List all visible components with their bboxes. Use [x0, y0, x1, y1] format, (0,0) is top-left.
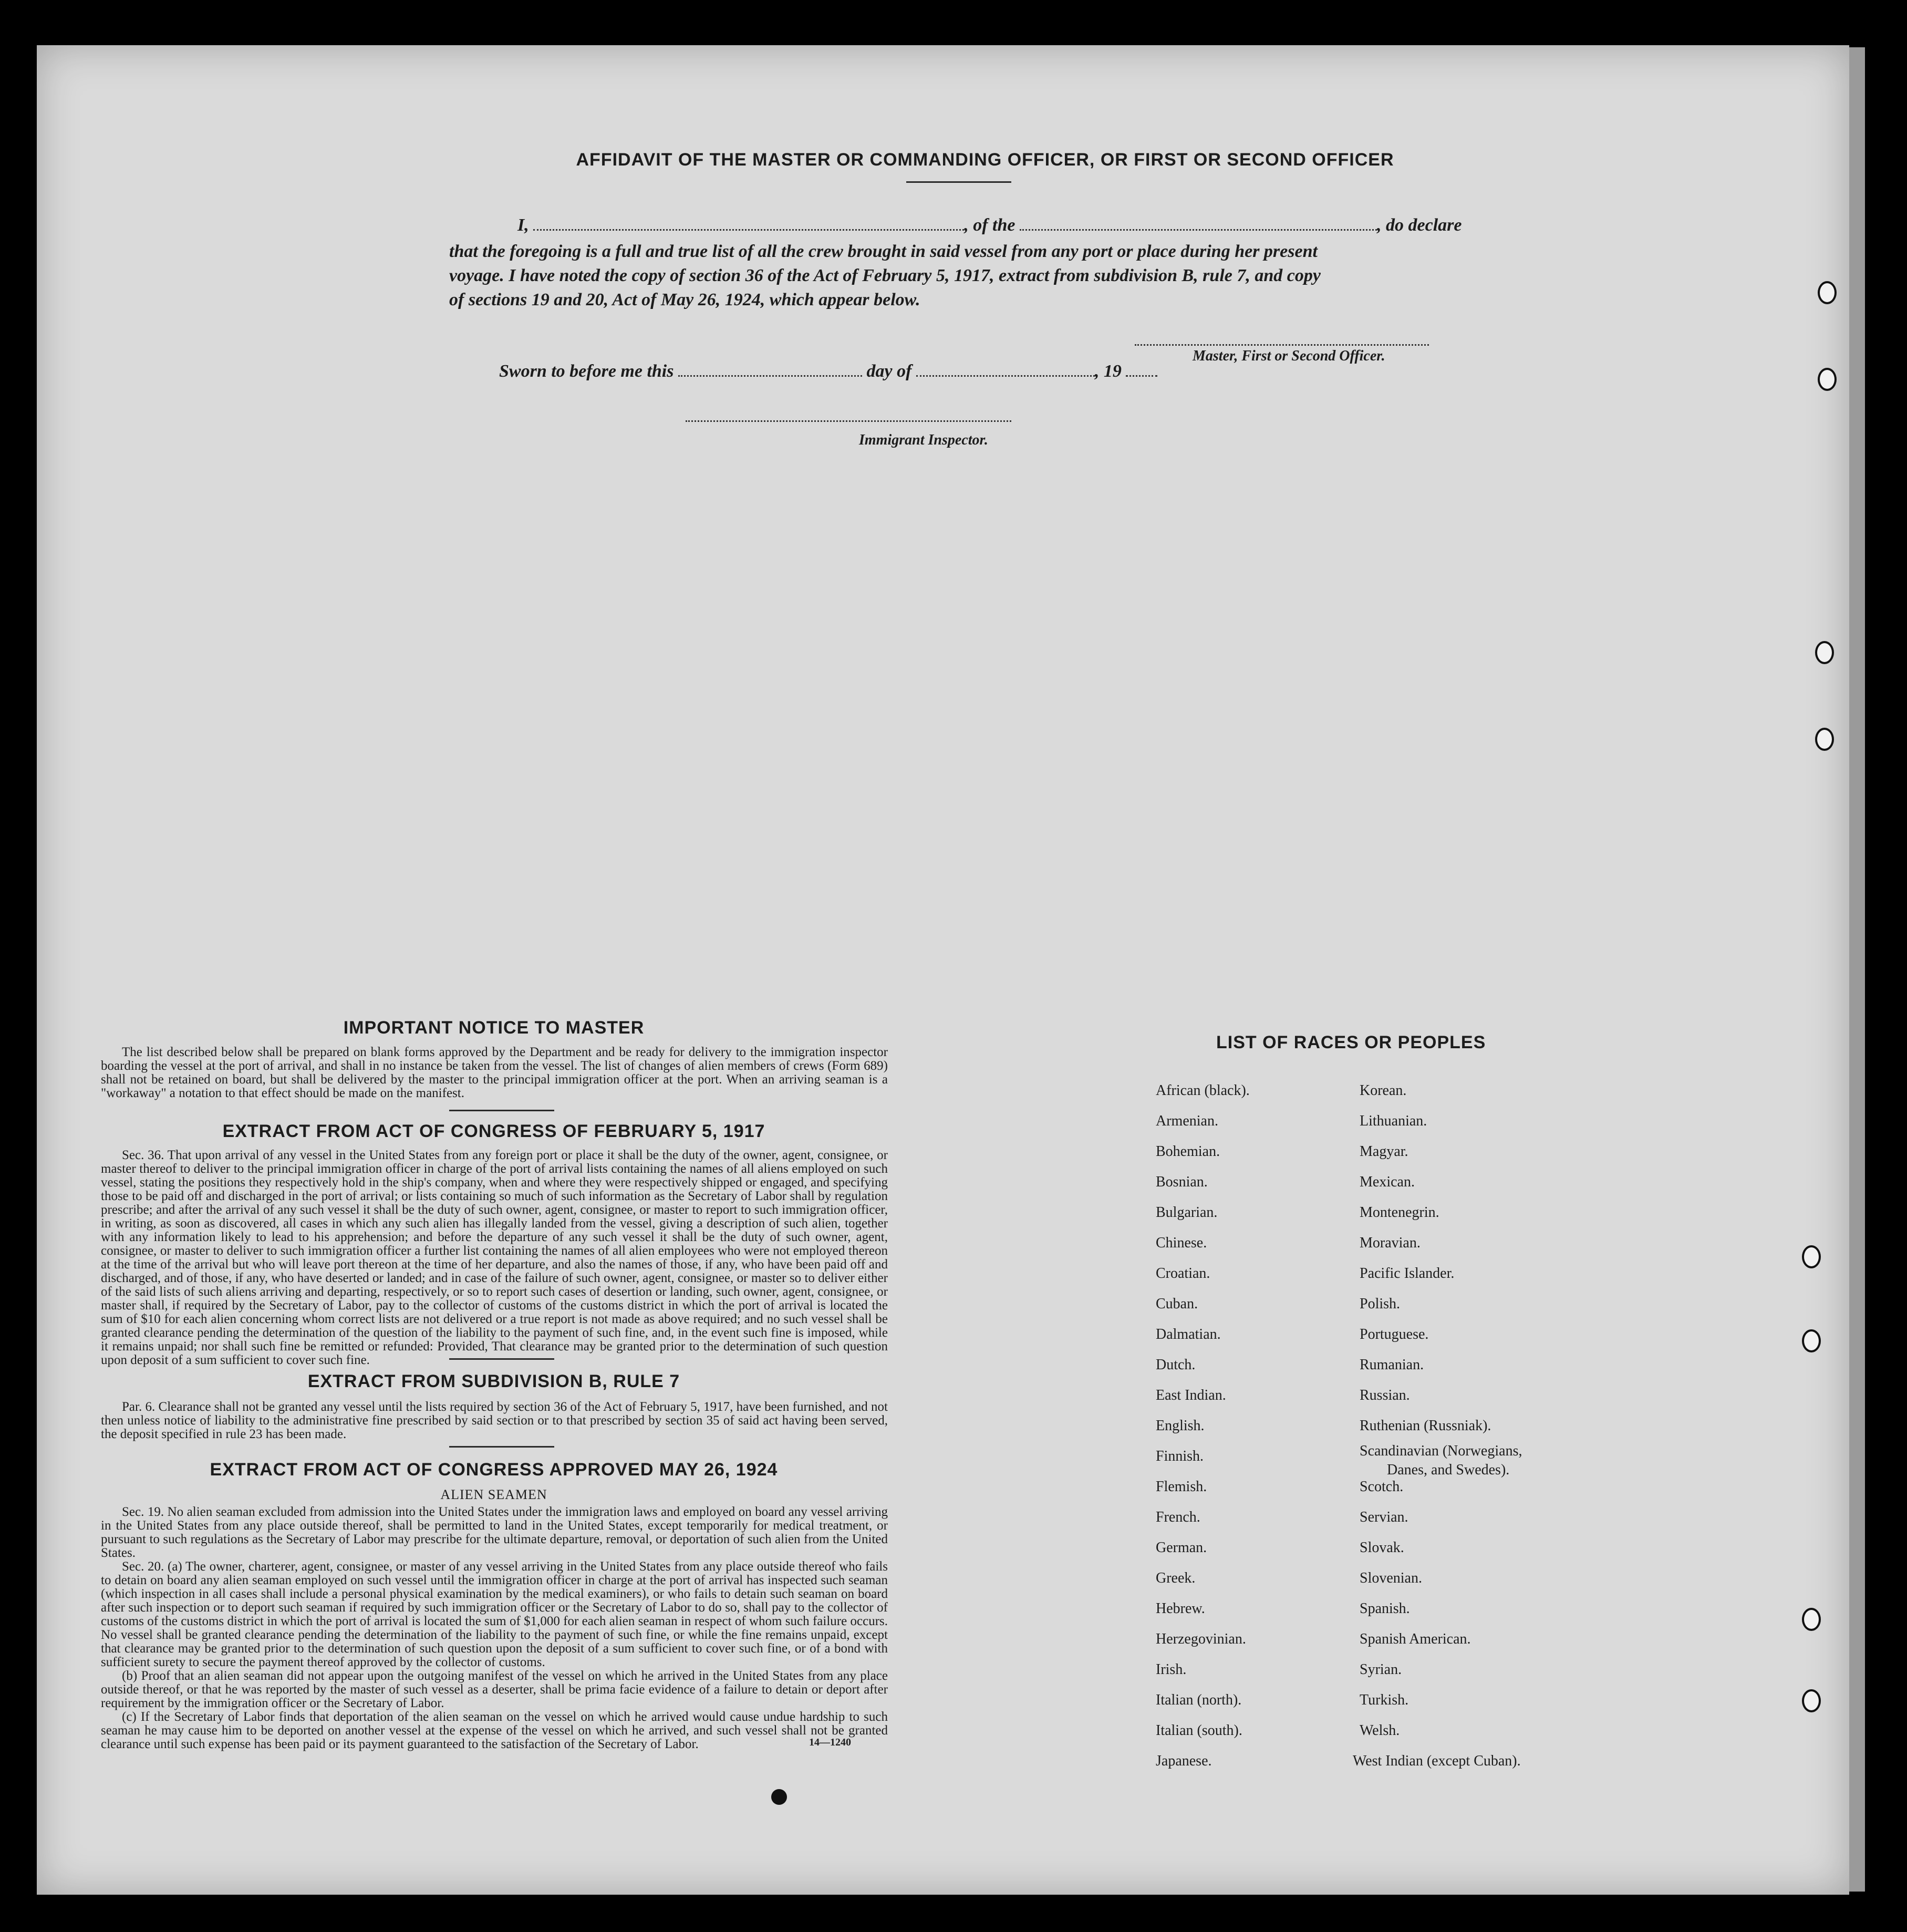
affidavit-line2: that the foregoing is a full and true list of all the crew brought in said vessel from any port or place during her present	[449, 242, 1318, 261]
binding-hole-icon	[1815, 728, 1834, 751]
race-item: Bosnian.	[1156, 1174, 1208, 1190]
extract-1924-text	[101, 1505, 888, 1751]
binding-hole-icon	[1818, 368, 1837, 391]
extract-1917-rule	[449, 1358, 554, 1360]
race-item: Scotch.	[1360, 1479, 1404, 1495]
sworn-line	[499, 361, 1235, 381]
vessel-field[interactable]	[1020, 229, 1377, 231]
race-item: Portuguese.	[1360, 1326, 1429, 1342]
race-item: Rumanian.	[1360, 1357, 1424, 1373]
race-item: Bulgarian.	[1156, 1204, 1218, 1221]
binding-hole-icon	[1802, 1608, 1821, 1631]
sworn-year-field[interactable]	[1126, 375, 1157, 377]
race-item: Slovenian.	[1360, 1570, 1422, 1586]
affidavit-i: I,	[517, 215, 529, 235]
race-item: Scandinavian (Norwegians,	[1360, 1443, 1522, 1459]
affidavit-line1	[517, 215, 1468, 235]
affidavit-line4: of sections 19 and 20, Act of May 26, 1924, which appear below.	[449, 290, 920, 309]
race-item: Moravian.	[1360, 1235, 1421, 1251]
form-number: 14—1240	[809, 1737, 851, 1748]
race-item: Hebrew.	[1156, 1600, 1205, 1617]
race-item: Servian.	[1360, 1509, 1408, 1525]
extract-rule7-rule	[449, 1446, 554, 1448]
par-6-paragraph: Par. 6. Clearance shall not be granted any vessel until the lists required by section 36 of the Act of February 5, 1917, have been furnished, and not then unless notice of liability to the administrative fine prescribed by said section or to that prescribed by section 35 of said act having been served, the deposit specified in rule 23 has been made.	[101, 1400, 888, 1441]
notice-title: IMPORTANT NOTICE TO MASTER	[343, 1018, 645, 1038]
extract-1924-title: EXTRACT FROM ACT OF CONGRESS APPROVED MAY 26, 1924	[210, 1460, 778, 1480]
race-item: French.	[1156, 1509, 1200, 1525]
race-item: English.	[1156, 1418, 1205, 1434]
race-item: West Indian (except Cuban).	[1353, 1753, 1521, 1769]
race-item: Ruthenian (Russniak).	[1360, 1418, 1491, 1434]
sworn-label: Sworn to before me this	[499, 361, 674, 381]
sworn-year-prefix: , 19	[1094, 361, 1122, 381]
binding-hole-icon	[1815, 641, 1834, 664]
sworn-day-field[interactable]	[678, 375, 862, 377]
affidavit-of-the: , of the	[964, 215, 1015, 235]
race-item: Greek.	[1156, 1570, 1196, 1586]
race-item: African (black).	[1156, 1082, 1250, 1099]
race-item: Mexican.	[1360, 1174, 1415, 1190]
affidavit-title-rule	[906, 181, 1011, 183]
inspector-signature-line[interactable]	[686, 420, 1011, 422]
race-item: Japanese.	[1156, 1753, 1212, 1769]
master-signature-line[interactable]	[1135, 344, 1429, 346]
sec-19-paragraph: Sec. 19. No alien seaman excluded from admission into the United States under the immigration laws and employed on board any vessel arriving in the United States from any place outside thereof, shall be permitted to land in the United States, except temporarily for medical treatment, or pursuant to such regulations as the Secretary of Labor may prescribe for the ultimate departure, removal, or deportation of such alien from the United States.	[101, 1505, 888, 1560]
race-item: Chinese.	[1156, 1235, 1207, 1251]
sec-20b-paragraph: (b) Proof that an alien seaman did not appear upon the outgoing manifest of the vessel on which he arrived in the United States from any place outside thereof, or that he was reported by the master of such vessel as a deserter, shall be prima facie evidence of a failure to detain or deport after requirement by the immigration officer or the Secretary of Labor.	[101, 1669, 888, 1710]
binding-hole-icon	[1802, 1329, 1821, 1352]
race-item: Dalmatian.	[1156, 1326, 1221, 1342]
race-item: Polish.	[1360, 1296, 1401, 1312]
binding-hole-icon	[1818, 281, 1837, 304]
affidavit-line3: voyage. I have noted the copy of section 36 of the Act of February 5, 1917, extract from subdivision B, rule 7, and copy	[449, 266, 1321, 285]
race-item: Turkish.	[1360, 1692, 1409, 1708]
race-item: Lithuanian.	[1360, 1113, 1427, 1129]
race-item: Armenian.	[1156, 1113, 1218, 1129]
race-item-scandinavian-cont: Danes, and Swedes).	[1387, 1462, 1510, 1478]
race-item: Montenegrin.	[1360, 1204, 1439, 1221]
sec-20c-paragraph: (c) If the Secretary of Labor finds that deportation of the alien seaman on the vessel on which he arrived would cause undue hardship to such seaman he may cause him to be deported on another vessel at the expense of the vessel on which he arrived, and such vessel shall not be granted clearance until such expense has been paid or its payment guaranteed to the satisfaction of the Secretary of Labor.	[101, 1710, 888, 1751]
race-item: Bohemian.	[1156, 1143, 1220, 1160]
race-item: Herzegovinian.	[1156, 1631, 1246, 1647]
notice-rule	[449, 1110, 554, 1111]
notice-text	[101, 1046, 888, 1100]
sec-20a-paragraph: Sec. 20. (a) The owner, charterer, agent, consignee, or master of any vessel arriving in the United States from any place outside thereof who fails to detain on board any alien seaman employed on such vessel until the immigration officer in charge at the port of arrival has inspected such seaman (which inspection in all cases shall include a personal physical examination by the medical examiners), or who fails to detain such seaman on board after such inspection or to deport such seaman if required by such immigration officer or the Secretary of Labor to do so, shall pay to the collector of customs of the customs district in which the port of arrival is located the sum of $1,000 for each alien seaman in respect of whom such failure occurs. No vessel shall be granted clearance pending the determination of the liability to the payment of such fine, or while the fine remains unpaid, except that clearance may be granted prior to the determination of such question upon the deposit of a sum sufficient to cover such fine, or of a bond with sufficient surety to secure the payment thereof approved by the collector of customs.	[101, 1559, 888, 1669]
notice-paragraph: The list described below shall be prepared on blank forms approved by the Department and be ready for delivery to the immigration inspector boarding the vessel at the port of arrival, and shall in no instance be taken from the vessel. The list of changes of alien members of crews (Form 689) shall not be retained on board, but shall be delivered by the master to the principal immigration officer at the port. When an arriving seaman is a "workaway" a notation to that effect should be made on the manifest.	[101, 1045, 888, 1100]
ink-blot-icon	[771, 1789, 787, 1805]
inspector-caption: Immigrant Inspector.	[859, 432, 988, 448]
race-item: Slovak.	[1360, 1540, 1404, 1556]
affidavit-do-declare: , do declare	[1377, 215, 1462, 235]
races-title: LIST OF RACES OR PEOPLES	[1216, 1032, 1486, 1052]
race-item: Korean.	[1360, 1082, 1407, 1099]
race-item: Finnish.	[1156, 1448, 1204, 1464]
race-item: East Indian.	[1156, 1387, 1226, 1403]
race-item: German.	[1156, 1540, 1207, 1556]
extract-rule7-title: EXTRACT FROM SUBDIVISION B, RULE 7	[307, 1371, 680, 1391]
race-item: Cuban.	[1156, 1296, 1198, 1312]
sworn-month-field[interactable]	[916, 375, 1095, 377]
name-field[interactable]	[533, 229, 964, 231]
extract-1917-text	[101, 1149, 888, 1367]
race-item: Pacific Islander.	[1360, 1265, 1455, 1282]
race-item: Spanish American.	[1360, 1631, 1471, 1647]
race-item: Dutch.	[1156, 1357, 1196, 1373]
race-item: Irish.	[1156, 1661, 1187, 1678]
sworn-day-of: day of	[866, 361, 912, 381]
alien-seamen-subtitle: ALIEN SEAMEN	[440, 1487, 547, 1502]
page-edge	[1849, 47, 1865, 1892]
race-item: Italian (north).	[1156, 1692, 1242, 1708]
race-item: Spanish.	[1360, 1600, 1410, 1617]
race-item: Italian (south).	[1156, 1722, 1242, 1739]
binding-hole-icon	[1802, 1689, 1821, 1712]
extract-1917-title: EXTRACT FROM ACT OF CONGRESS OF FEBRUARY 5, 1917	[222, 1121, 765, 1141]
race-item: Magyar.	[1360, 1143, 1408, 1160]
race-item: Croatian.	[1156, 1265, 1210, 1282]
race-item: Flemish.	[1156, 1479, 1207, 1495]
extract-rule7-text	[101, 1400, 888, 1441]
race-item: Welsh.	[1360, 1722, 1400, 1739]
race-item: Syrian.	[1360, 1661, 1402, 1678]
master-caption: Master, First or Second Officer.	[1193, 348, 1385, 364]
sec-36-paragraph: Sec. 36. That upon arrival of any vessel in the United States from any foreign port or place it shall be the duty of the owner, agent, consignee, or master thereof to deliver to the principal immigration officer in charge of the port of arrival lists containing the names of all aliens employed on such vessel, stating the positions they respectively hold in the ship's company, when and where they were respectively shipped or engaged, and specifying those to be paid off and discharged in the port of arrival; or lists containing so much of such information as the Secretary of Labor shall by regulation prescribe; and after the arrival of any such vessel it shall be the duty of such owner, agent, consignee, or master to report to such immigration officer, in writing, as soon as discovered, all cases in which any such alien has illegally landed from the vessel, giving a description of such alien, together with any information likely to lead to his apprehension; and before the departure of any such vessel it shall be the duty of such owner, agent, consignee, or master to deliver to such immigration officer a further list containing the names of all alien employees who were not employed thereon at the time of the arrival but who will leave port thereon at the time of her departure, and also the names of those, if any, who have been paid off and discharged, and of those, if any, who have deserted or landed; and in case of the failure of such owner, agent, consignee, or master so to deliver either of the said lists of such aliens arriving and departing, respectively, or so to report such cases of desertion or landing, such owner, agent, consignee, or master shall, if required by the Secretary of Labor, pay to the collector of customs of the customs district in which the port of arrival is located the sum of $10 for each alien concerning whom correct lists are not delivered or a true report is not made as above required; and no such vessel shall be granted clearance pending the determination of the question of the liability to the payment of such fine, and, in the event such fine is imposed, while it remains unpaid; nor shall such fine be remitted or refunded: Provided, That clearance may be granted prior to the determination of such question upon deposit of a sum sufficient to cover such fine.	[101, 1148, 888, 1367]
affidavit-title: AFFIDAVIT OF THE MASTER OR COMMANDING OFFICER, OR FIRST OR SECOND OFFICER	[576, 150, 1394, 170]
race-item: Russian.	[1360, 1387, 1410, 1403]
binding-hole-icon	[1802, 1245, 1821, 1268]
